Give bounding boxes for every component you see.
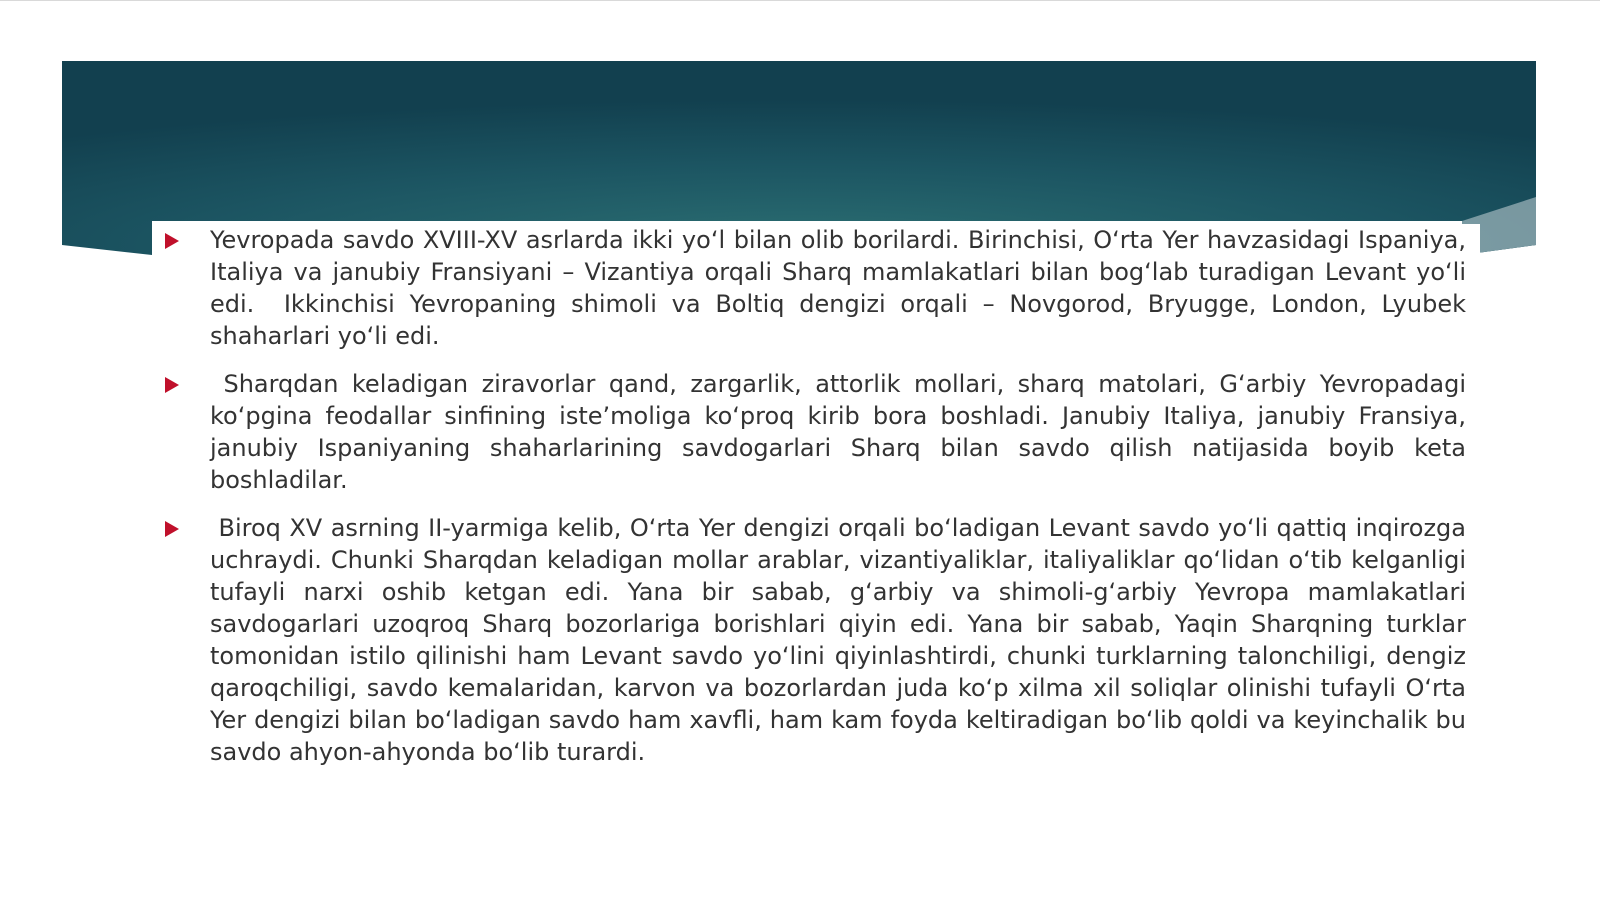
bullet-list <box>152 224 1480 768</box>
bullet-item <box>152 512 1480 768</box>
bullet-item <box>152 368 1480 496</box>
red-triangle-bullet-icon <box>165 233 179 249</box>
red-triangle-bullet-icon <box>165 521 179 537</box>
bullet-text: Yevropada savdo XVIII-XV asrlarda ikki yo‘l bilan olib borilardi. Birinchisi, O‘rta Yer havzasidagi Ispaniya, Italiya va janubiy Fransiyani – Vizantiya orqali Sharq mamlakatlari bilan bog‘lab turadigan Levant yo‘li edi. Ikkinchisi Yevropaning shimoli va Boltiq dengizi orqali – Novgorod, Bryugge, London, Lyubek shaharlari yo‘li edi. <box>210 226 1474 350</box>
red-triangle-bullet-icon <box>165 377 179 393</box>
content-area <box>152 224 1480 784</box>
top-divider <box>0 0 1600 1</box>
bullet-text: Biroq XV asrning II-yarmiga kelib, O‘rta Yer dengizi orqali bo‘ladigan Levant savdo yo‘li qattiq inqirozga uchraydi. Chunki Sharqdan keladigan mollar arablar, vizantiyaliklar, italiyaliklar qo‘lidan o‘tib kelganligi tufayli narxi oshib ketgan edi. Yana bir sabab, g‘arbiy va shimoli-g‘arbiy Yevropa mamlakatlari savdogarlari uzoqroq Sharq bozorlariga borishlari qiyin edi. Yana bir sabab, Yaqin Sharqning turklar tomonidan istilo qilinishi ham Levant savdo yo‘lini qiyinlashtirdi, chunki turklarning talonchiligi, dengiz qaroqchiligi, savdo kemalaridan, karvon va bozorlardan juda ko‘p xilma xil soliqlar olinishi tufayli O‘rta Yer dengizi bilan bo‘ladigan savdo ham xavfli, ham kam foyda keltiradigan bo‘lib qoldi va keyinchalik bu savdo ahyon-ahyonda bo‘lib turardi. <box>210 514 1474 766</box>
bullet-text: Sharqdan keladigan ziravorlar qand, zargarlik, attorlik mollari, sharq matolari, G‘arbiy Yevropadagi ko‘pgina feodallar sinfining iste’moliga ko‘proq kirib bora boshladi. Janubiy Italiya, janubiy Fransiya, janubiy Ispaniyaning shaharlarining savdogarlari Sharq bilan savdo qilish natijasida boyib keta boshladilar. <box>210 370 1474 494</box>
bullet-item <box>152 224 1480 352</box>
